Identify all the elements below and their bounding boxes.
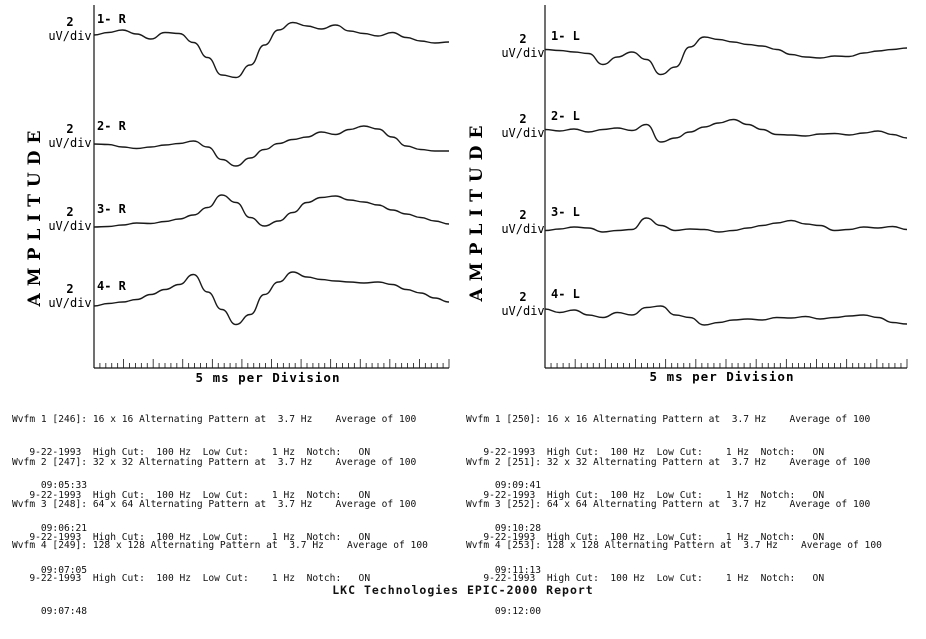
left-info-2-line3: 09:06:21 [12, 523, 88, 534]
left-info-1-line2: 9-22-1993 High Cut: 100 Hz Low Cut: 1 Hz Notch: ON [12, 447, 371, 458]
left-waveform-2 [94, 126, 449, 166]
left-amplitude-axis-label: AMPLITUDE [25, 123, 45, 307]
right-info-3-line1: Wvfm 3 [252]: 64 x 64 Alternating Pattern at 3.7 Hz Average of 100 [466, 499, 871, 510]
left-waveform-3 [94, 195, 449, 227]
left-channel-3-scale: 2 [66, 205, 74, 219]
left-info-4-line3: 09:07:48 [12, 606, 88, 617]
right-channel-2-unit: uV/div [501, 126, 545, 140]
left-channel-1-scale: 2 [66, 15, 74, 29]
right-channel-4-unit: uV/div [501, 304, 545, 318]
left-waveform-1 [94, 23, 449, 78]
left-info-1-line3: 09:05:33 [12, 480, 88, 491]
left-info-4-line1: Wvfm 4 [249]: 128 x 128 Alternating Pattern at 3.7 Hz Average of 100 [12, 540, 428, 551]
right-info-2-line3: 09:10:28 [466, 523, 542, 534]
left-info-4-line2: 9-22-1993 High Cut: 100 Hz Low Cut: 1 Hz Notch: ON [12, 573, 371, 584]
right-info-block-4 [466, 518, 882, 639]
right-info-2-line1: Wvfm 2 [251]: 32 x 32 Alternating Pattern at 3.7 Hz Average of 100 [466, 457, 871, 468]
right-amplitude-axis-label: AMPLITUDE [467, 118, 487, 302]
right-info-4-line3: 09:12:00 [466, 606, 542, 617]
left-waveform-info [12, 392, 428, 617]
left-channel-1-name: 1- R [97, 12, 126, 26]
left-info-3-line2: 9-22-1993 High Cut: 100 Hz Low Cut: 1 Hz Notch: ON [12, 532, 371, 543]
left-info-2-line2: 9-22-1993 High Cut: 100 Hz Low Cut: 1 Hz Notch: ON [12, 490, 371, 501]
right-info-3-line2: 9-22-1993 High Cut: 100 Hz Low Cut: 1 Hz Notch: ON [466, 532, 825, 543]
right-waveform-1 [545, 37, 907, 75]
right-info-4-line1: Wvfm 4 [253]: 128 x 128 Alternating Pattern at 3.7 Hz Average of 100 [466, 540, 882, 551]
right-channel-2-name: 2- L [551, 109, 580, 123]
right-channel-2-scale: 2 [519, 112, 527, 126]
right-channel-3-name: 3- L [551, 205, 580, 219]
left-eye-waveform-panel [25, 5, 449, 385]
left-channel-1-unit: uV/div [48, 29, 92, 43]
left-info-3-line3: 09:07:05 [12, 565, 88, 576]
right-waveform-3 [545, 218, 907, 232]
right-info-4-line2: 9-22-1993 High Cut: 100 Hz Low Cut: 1 Hz Notch: ON [466, 573, 825, 584]
left-info-1-line1: Wvfm 1 [246]: 16 x 16 Alternating Pattern at 3.7 Hz Average of 100 [12, 414, 417, 425]
right-info-1-line3: 09:09:41 [466, 480, 542, 491]
left-channel-4-scale: 2 [66, 282, 74, 296]
right-waveform-2 [545, 120, 907, 143]
left-waveform-4 [94, 272, 449, 325]
right-waveform-4 [545, 306, 907, 325]
right-channel-4-scale: 2 [519, 290, 527, 304]
right-channel-3-scale: 2 [519, 208, 527, 222]
left-channel-2-scale: 2 [66, 122, 74, 136]
right-channel-1-scale: 2 [519, 32, 527, 46]
right-channel-3-unit: uV/div [501, 222, 545, 236]
left-channel-3-unit: uV/div [48, 219, 92, 233]
right-info-3-line3: 09:11:13 [466, 565, 542, 576]
report-footer: LKC Technologies EPIC-2000 Report [332, 583, 594, 597]
left-info-block-4 [12, 518, 428, 639]
left-channel-2-unit: uV/div [48, 136, 92, 150]
right-info-1-line2: 9-22-1993 High Cut: 100 Hz Low Cut: 1 Hz Notch: ON [466, 447, 825, 458]
left-x-axis-label: 5 ms per Division [195, 370, 341, 385]
left-channel-2-name: 2- R [97, 119, 126, 133]
right-plot-area [501, 5, 907, 368]
left-info-3-line1: Wvfm 3 [248]: 64 x 64 Alternating Pattern at 3.7 Hz Average of 100 [12, 499, 417, 510]
left-channel-4-unit: uV/div [48, 296, 92, 310]
right-eye-waveform-panel [467, 5, 907, 384]
right-channel-4-name: 4- L [551, 287, 580, 301]
right-x-axis-label: 5 ms per Division [649, 369, 795, 384]
right-waveform-info [466, 392, 882, 617]
right-info-2-line2: 9-22-1993 High Cut: 100 Hz Low Cut: 1 Hz Notch: ON [466, 490, 825, 501]
left-channel-4-name: 4- R [97, 279, 126, 293]
left-channel-3-name: 3- R [97, 202, 126, 216]
left-plot-area [48, 5, 449, 368]
right-channel-1-unit: uV/div [501, 46, 545, 60]
right-info-1-line1: Wvfm 1 [250]: 16 x 16 Alternating Pattern at 3.7 Hz Average of 100 [466, 414, 871, 425]
left-info-2-line1: Wvfm 2 [247]: 32 x 32 Alternating Pattern at 3.7 Hz Average of 100 [12, 457, 417, 468]
right-channel-1-name: 1- L [551, 29, 580, 43]
